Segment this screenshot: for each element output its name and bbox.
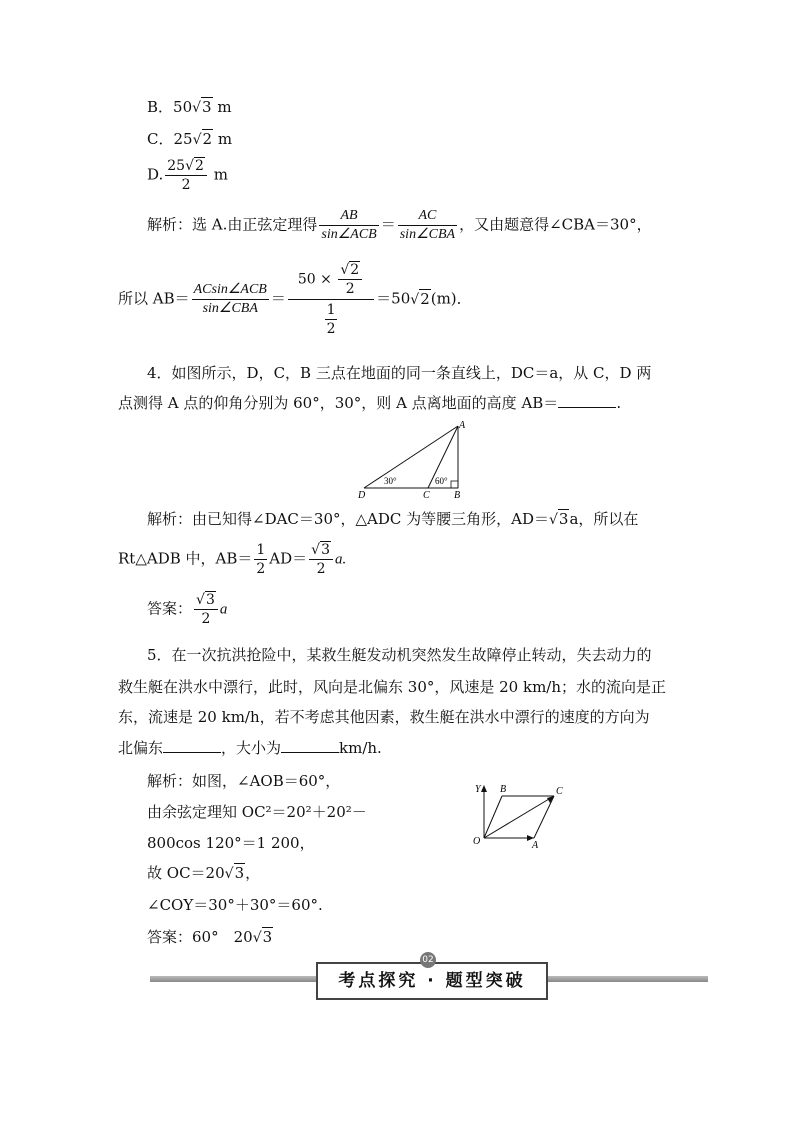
q5-line3: 东，流速是 20 km/h，若不考虑其他因素，救生艇在洪水中漂行的速度的方向为 [118, 708, 650, 726]
text: Rt△ADB 中，AB＝ [118, 549, 253, 568]
banner-right-bar [548, 976, 708, 982]
sqrt-arg: 2 [195, 158, 204, 174]
text: a，所以在 [569, 510, 639, 528]
label-a: A [532, 840, 539, 850]
option-d [147, 158, 228, 193]
sqrt-arg: 3 [558, 510, 569, 528]
option-c [147, 128, 232, 149]
q4-answer: 答案： $\frac{√3}{2}$ a [147, 592, 228, 627]
label-b: B [454, 490, 461, 501]
text: ＝50 [376, 289, 411, 308]
label-a: A [459, 420, 466, 431]
sqrt-arg: 2 [350, 262, 360, 278]
text: 所以 AB＝ [118, 289, 190, 308]
sqrt-arg: 2 [420, 289, 430, 308]
frac-den: 2 [316, 561, 326, 577]
q3-solution-line1 [147, 208, 652, 243]
q5-solution-line2: 由余弦定理知 OC²＝20²＋20²－ [147, 803, 367, 821]
q5-vector-figure [468, 780, 568, 850]
text: 解析：由已知得∠DAC＝30°，△ADC 为等腰三角形，AD＝ [147, 510, 549, 528]
text: a. [335, 551, 347, 568]
text: a [219, 601, 228, 618]
text: (m)． [430, 289, 472, 308]
frac-den: 2 [201, 611, 211, 627]
q5-solution-line5: ∠COY＝30°＋30°＝60°. [147, 896, 323, 914]
sqrt-arg: 3 [321, 542, 330, 558]
section-badge: 02 [420, 952, 436, 968]
text: 故 OC＝20 [147, 864, 225, 882]
frac-num: AC [398, 208, 457, 226]
frac-den: sin∠ACB [321, 227, 377, 242]
option-b [147, 96, 232, 117]
unit: m [217, 130, 233, 148]
angle-d-label: 30° [384, 476, 397, 486]
complex-fraction: 50 × $\frac{√2}{2}$ $\frac{1}{2}$ [288, 262, 374, 337]
frac-num: 1 [256, 542, 266, 558]
banner-left-bar [150, 976, 316, 982]
answer-blank [163, 752, 221, 753]
q5-answer: 答案：60° 20√3 [147, 928, 273, 946]
sqrt-arg: 3 [202, 98, 212, 116]
label-b: B [500, 784, 507, 795]
label-c: C [423, 490, 430, 501]
text: ，又由题意得∠CBA＝30°， [459, 215, 652, 234]
sqrt-arg: 3 [234, 864, 245, 882]
q4-solution-line1: 解析：由已知得∠DAC＝30°，△ADC 为等腰三角形，AD＝√3a，所以在 [147, 510, 639, 528]
sqrt-arg: 3 [205, 592, 215, 608]
fraction [398, 208, 457, 243]
text: 答案：60° 20 [147, 928, 253, 946]
answer-blank [281, 752, 339, 753]
text: 北偏东 [118, 739, 164, 757]
fraction: $\frac{25√2}{2}$ [165, 158, 207, 193]
unit: m [213, 165, 228, 184]
text: km/h. [339, 739, 382, 757]
q4-line2 [118, 392, 621, 413]
option-d-label: D. [147, 165, 164, 184]
sqrt-arg: 2 [202, 130, 213, 148]
label-o: O [473, 836, 481, 847]
answer-blank [558, 407, 616, 408]
frac-num: AB [319, 208, 378, 226]
q5-solution-line3: 800cos 120°＝1 200， [147, 834, 315, 852]
q3-solution-line2: 所以 AB＝ $\frac{\text{ACsin∠ACB}}{\text{sin∠CBA}}$ ＝ 50 × $\frac{√2}{2}$ $\frac{1}{2}$ ＝50√2(m)． [118, 262, 472, 337]
frac-den: 2 [181, 177, 191, 193]
frac-den: 2 [256, 561, 266, 577]
q4-solution-line2: Rt△ADB 中，AB＝ $\frac{1}{2}$ AD＝ $\frac{√3}{2}$ a. [118, 542, 347, 577]
section-title: 考点探究 · 题型突破 [316, 962, 548, 1000]
frac-num: ACsin∠ACB [192, 282, 269, 300]
option-b-text: B．50 [147, 98, 193, 116]
angle-c-label: 60° [435, 476, 448, 486]
text: ，大小为 [221, 739, 282, 757]
text: 点测得 A 点的仰角分别为 60°，30°，则 A 点离地面的高度 AB＝ [118, 394, 559, 412]
frac-num: 25 [167, 158, 186, 174]
text: ＝ [380, 215, 396, 234]
frac-den: sin∠CBA [399, 227, 456, 242]
text: ， [245, 864, 261, 882]
unit: m [217, 98, 232, 116]
q4-line1: 4．如图所示，D，C，B 三点在地面的同一条直线上，DC＝a，从 C，D 两 [147, 364, 652, 382]
text: . [616, 394, 622, 412]
frac-num: 1 [326, 302, 336, 318]
q5-solution-line4: 故 OC＝20√3， [147, 864, 261, 882]
sqrt: √2 [192, 130, 213, 148]
text: 解析：选 A.由正弦定理得 [147, 215, 318, 234]
frac-den: 2 [326, 321, 336, 337]
q5-solution-line1: 解析：如图，∠AOB＝60°， [147, 772, 341, 790]
q4-triangle-figure [352, 418, 478, 502]
label-c: C [556, 786, 563, 797]
option-c-text: C．25 [147, 130, 193, 148]
q5-line4 [118, 737, 382, 758]
text: AD＝ [269, 549, 308, 568]
label-y: Y [475, 784, 481, 795]
fraction [192, 282, 269, 317]
answer-label: 答案： [147, 599, 193, 618]
label-d: D [358, 490, 366, 501]
q5-line2: 救生艇在洪水中漂行，此时，风向是北偏东 30°，风速是 20 km/h；水的流向是正 [118, 678, 667, 696]
sqrt-arg: 3 [262, 928, 273, 946]
frac-den: sin∠CBA [202, 301, 258, 316]
fraction [319, 208, 378, 243]
sqrt: √3 [192, 98, 212, 116]
frac-den: 2 [345, 281, 355, 297]
text: 50 × [297, 271, 337, 288]
q5-line1: 5．在一次抗洪抢险中，某救生艇发动机突然发生故障停止转动，失去动力的 [147, 646, 652, 664]
